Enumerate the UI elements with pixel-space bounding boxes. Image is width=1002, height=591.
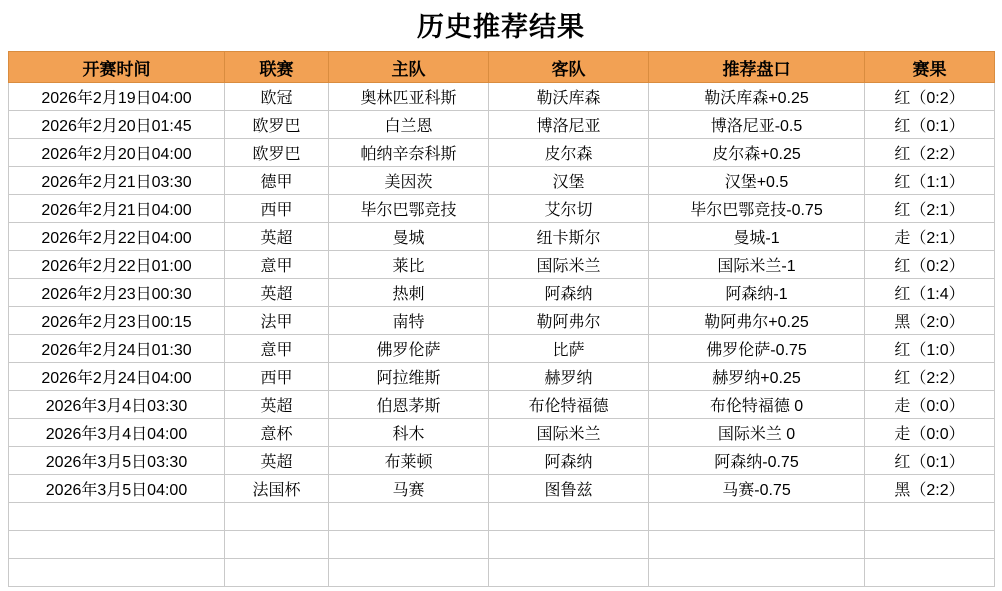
table-row: [9, 139, 995, 167]
cell-away: 布伦特福德: [489, 391, 649, 419]
cell-empty: [9, 559, 225, 587]
result-score: （0:2）: [910, 90, 965, 107]
result-mark: 黑: [894, 482, 911, 499]
cell-home: 阿拉维斯: [329, 363, 489, 391]
table-row: [9, 111, 995, 139]
cell-away: 艾尔切: [489, 195, 649, 223]
result-mark: 红: [894, 454, 911, 471]
cell-result: [865, 391, 995, 419]
cell-empty: [649, 503, 865, 531]
cell-empty: [329, 531, 489, 559]
table-row: [9, 251, 995, 279]
cell-time: 2026年3月4日03:30: [9, 391, 225, 419]
cell-result: [865, 475, 995, 503]
cell-recommendation: 阿森纳-1: [649, 279, 865, 307]
table-header-row: [9, 52, 995, 83]
result-score: （2:1）: [910, 202, 965, 219]
result-score: （0:0）: [910, 398, 965, 415]
cell-home: 美因茨: [329, 167, 489, 195]
cell-result: [865, 335, 995, 363]
cell-home: 奥林匹亚科斯: [329, 83, 489, 111]
table-row: [9, 195, 995, 223]
cell-away: 勒阿弗尔: [489, 307, 649, 335]
cell-league: 法国杯: [225, 475, 329, 503]
table-body: [9, 83, 995, 587]
cell-league: 意杯: [225, 419, 329, 447]
cell-result: [865, 167, 995, 195]
table-row: [9, 83, 995, 111]
result-score: （2:0）: [910, 314, 965, 331]
cell-home: 莱比: [329, 251, 489, 279]
result-score: （0:0）: [910, 426, 965, 443]
cell-league: 德甲: [225, 167, 329, 195]
cell-time: 2026年3月5日04:00: [9, 475, 225, 503]
cell-recommendation: 佛罗伦萨-0.75: [649, 335, 865, 363]
table-row: [9, 335, 995, 363]
cell-time: 2026年2月20日04:00: [9, 139, 225, 167]
cell-league: 欧冠: [225, 83, 329, 111]
cell-away: 国际米兰: [489, 419, 649, 447]
cell-time: 2026年2月24日01:30: [9, 335, 225, 363]
result-mark: 红: [894, 90, 911, 107]
table-empty-row: [9, 503, 995, 531]
result-mark: 红: [894, 118, 911, 135]
cell-result: [865, 195, 995, 223]
cell-recommendation: 博洛尼亚-0.5: [649, 111, 865, 139]
cell-away: 博洛尼亚: [489, 111, 649, 139]
table-empty-row: [9, 559, 995, 587]
cell-recommendation: 国际米兰 0: [649, 419, 865, 447]
cell-empty: [649, 559, 865, 587]
column-header-time: 开赛时间: [9, 52, 225, 83]
cell-time: 2026年2月22日01:00: [9, 251, 225, 279]
result-score: （2:1）: [910, 230, 965, 247]
cell-recommendation: 布伦特福德 0: [649, 391, 865, 419]
result-mark: 走: [894, 230, 911, 247]
result-score: （2:2）: [910, 482, 965, 499]
result-mark: 红: [894, 174, 911, 191]
cell-away: 比萨: [489, 335, 649, 363]
history-results-table: [8, 51, 995, 587]
cell-empty: [9, 503, 225, 531]
cell-home: 南特: [329, 307, 489, 335]
cell-away: 纽卡斯尔: [489, 223, 649, 251]
cell-empty: [865, 503, 995, 531]
result-mark: 走: [894, 398, 911, 415]
cell-time: 2026年2月19日04:00: [9, 83, 225, 111]
cell-recommendation: 阿森纳-0.75: [649, 447, 865, 475]
cell-away: 阿森纳: [489, 279, 649, 307]
cell-empty: [225, 531, 329, 559]
cell-time: 2026年2月20日01:45: [9, 111, 225, 139]
table-empty-row: [9, 531, 995, 559]
cell-recommendation: 汉堡+0.5: [649, 167, 865, 195]
cell-recommendation: 马赛-0.75: [649, 475, 865, 503]
cell-away: 勒沃库森: [489, 83, 649, 111]
cell-home: 布莱顿: [329, 447, 489, 475]
page-title: 历史推荐结果: [417, 12, 585, 42]
cell-result: [865, 223, 995, 251]
cell-result: [865, 363, 995, 391]
result-score: （0:1）: [910, 454, 965, 471]
cell-home: 曼城: [329, 223, 489, 251]
table-row: [9, 307, 995, 335]
table-row: [9, 391, 995, 419]
cell-league: 英超: [225, 391, 329, 419]
cell-time: 2026年2月24日04:00: [9, 363, 225, 391]
cell-league: 西甲: [225, 195, 329, 223]
cell-empty: [865, 531, 995, 559]
table-row: [9, 167, 995, 195]
cell-home: 马赛: [329, 475, 489, 503]
cell-away: 国际米兰: [489, 251, 649, 279]
cell-away: 皮尔森: [489, 139, 649, 167]
result-mark: 红: [894, 342, 911, 359]
cell-empty: [329, 503, 489, 531]
cell-time: 2026年2月22日04:00: [9, 223, 225, 251]
cell-empty: [649, 531, 865, 559]
cell-home: 毕尔巴鄂竞技: [329, 195, 489, 223]
cell-league: 意甲: [225, 251, 329, 279]
cell-away: 图鲁兹: [489, 475, 649, 503]
result-score: （1:0）: [910, 342, 965, 359]
cell-time: 2026年2月23日00:30: [9, 279, 225, 307]
result-mark: 走: [894, 426, 911, 443]
cell-league: 欧罗巴: [225, 139, 329, 167]
cell-time: 2026年3月5日03:30: [9, 447, 225, 475]
cell-result: [865, 307, 995, 335]
cell-recommendation: 毕尔巴鄂竞技-0.75: [649, 195, 865, 223]
cell-away: 汉堡: [489, 167, 649, 195]
cell-time: 2026年2月21日04:00: [9, 195, 225, 223]
cell-time: 2026年3月4日04:00: [9, 419, 225, 447]
cell-home: 佛罗伦萨: [329, 335, 489, 363]
table-row: [9, 363, 995, 391]
cell-empty: [225, 559, 329, 587]
cell-home: 白兰恩: [329, 111, 489, 139]
result-score: （2:2）: [910, 146, 965, 163]
cell-league: 意甲: [225, 335, 329, 363]
result-mark: 红: [894, 258, 911, 275]
cell-result: [865, 419, 995, 447]
cell-league: 英超: [225, 447, 329, 475]
result-mark: 红: [894, 286, 911, 303]
table-row: [9, 223, 995, 251]
cell-recommendation: 国际米兰-1: [649, 251, 865, 279]
cell-away: 赫罗纳: [489, 363, 649, 391]
column-header-result: 赛果: [865, 52, 995, 83]
cell-league: 法甲: [225, 307, 329, 335]
result-score: （2:2）: [910, 370, 965, 387]
cell-league: 英超: [225, 223, 329, 251]
cell-result: [865, 251, 995, 279]
result-mark: 红: [894, 370, 911, 387]
result-score: （0:1）: [910, 118, 965, 135]
cell-result: [865, 139, 995, 167]
cell-empty: [489, 503, 649, 531]
column-header-recommendation: 推荐盘口: [649, 52, 865, 83]
cell-league: 欧罗巴: [225, 111, 329, 139]
cell-recommendation: 曼城-1: [649, 223, 865, 251]
cell-home: 热刺: [329, 279, 489, 307]
column-header-league: 联赛: [225, 52, 329, 83]
result-score: （1:1）: [910, 174, 965, 191]
cell-home: 伯恩茅斯: [329, 391, 489, 419]
cell-empty: [329, 559, 489, 587]
cell-empty: [489, 531, 649, 559]
result-score: （0:2）: [910, 258, 965, 275]
cell-home: 帕纳辛奈科斯: [329, 139, 489, 167]
result-mark: 红: [894, 146, 911, 163]
result-mark: 红: [894, 202, 911, 219]
table-row: [9, 475, 995, 503]
table-row: [9, 279, 995, 307]
cell-result: [865, 111, 995, 139]
cell-recommendation: 皮尔森+0.25: [649, 139, 865, 167]
table-row: [9, 447, 995, 475]
cell-result: [865, 279, 995, 307]
cell-result: [865, 83, 995, 111]
column-header-home: 主队: [329, 52, 489, 83]
cell-time: 2026年2月23日00:15: [9, 307, 225, 335]
cell-recommendation: 勒阿弗尔+0.25: [649, 307, 865, 335]
cell-empty: [865, 559, 995, 587]
cell-empty: [489, 559, 649, 587]
cell-home: 科木: [329, 419, 489, 447]
result-mark: 黑: [894, 314, 911, 331]
cell-recommendation: 勒沃库森+0.25: [649, 83, 865, 111]
cell-empty: [225, 503, 329, 531]
cell-league: 英超: [225, 279, 329, 307]
cell-recommendation: 赫罗纳+0.25: [649, 363, 865, 391]
result-score: （1:4）: [910, 286, 965, 303]
cell-result: [865, 447, 995, 475]
column-header-away: 客队: [489, 52, 649, 83]
table-row: [9, 419, 995, 447]
cell-empty: [9, 531, 225, 559]
cell-league: 西甲: [225, 363, 329, 391]
cell-time: 2026年2月21日03:30: [9, 167, 225, 195]
cell-away: 阿森纳: [489, 447, 649, 475]
